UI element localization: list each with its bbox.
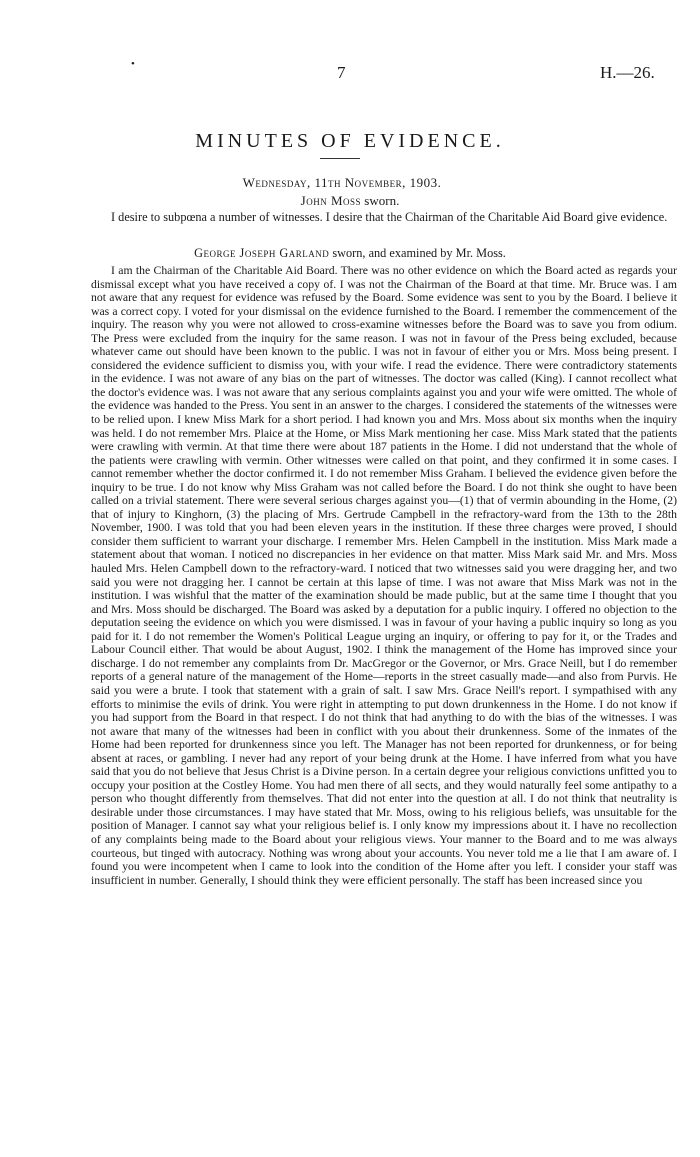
opening-statement: I desire to subpœna a number of witnesses. I desire that the Chairman of the Charitable Aid Board give evidence. bbox=[111, 210, 668, 224]
witness-status: sworn. bbox=[361, 193, 400, 208]
document-title: MINUTES OF EVIDENCE. bbox=[195, 130, 505, 152]
stray-mark: • bbox=[131, 58, 135, 70]
witness-sworn-line bbox=[0, 193, 700, 209]
examination-heading bbox=[0, 246, 700, 261]
page-number: 7 bbox=[337, 63, 346, 82]
session-date: Wednesday, 11th November, 1903. bbox=[242, 175, 442, 190]
testimony-paragraph: I am the Chairman of the Charitable Aid Board. There was no other evidence on which the Board acted as regards your dismissal except what you have received a copy of. I was not the Chairman of the Board at that time. Mr. Bruce was. I am not aware that any request for evidence was refused by the Board. Some evidence was sent to you by the Board. I believe it was a correct copy. I voted for your dismissal on the evidence furnished to the Board. I remember the commencement of the inquiry. The reason why you were not allowed to cross-examine witnesses before the Board was to save you from odium. The Press were excluded from the inquiry for the same reason. I was not in favour of the Press being excluded, because whatever came out should have been known to the public. I was not in favour of either you or Mrs. Moss being present. I considered the evidence sufficient to dismiss you, with your wife. I read the evidence. There were contradictory statements in the evidence. I was not aware of any bias on the part of witnesses. The doctor was called (King). I cannot recollect what the doctor's evidence was. I was not aware that any serious complaints against you and your wife were omitted. The whole of the evidence was handed to the Press. You sent in an answer to the charges. I considered the statements of the witnesses were to be relied upon. I knew Miss Mark for a short period. I had known you and Mrs. Moss about six months when the inquiry was held. I do not remember Mrs. Plaice at the Home, or Miss Mark mentioning her case. Miss Mark stated that the patients were crawling with vermin. At that time there were about 187 patients in the Home. I did not understand that the whole of the patients were crawling with vermin. Other witnesses were called on that point, and they confirmed it in some cases. I cannot remember whether the doctor confirmed it. I do not remember Miss Graham. I believed the evidence given before the inquiry to be true. I do not know why Miss Graham was not called before the Board. I do not think she ought to have been called on a trivial statement. There were several serious charges against you—(1) that of vermin abounding in the Home, (2) that of injury to Kinghorn, (3) the placing of Mrs. Gertrude Campbell in the refractory-ward from the 13th to the 28th November, 1900. I was told that you had been eleven years in the institution. If these three charges were proved, I should consider them sufficient to warrant your discharge. I remember Mrs. Helen Campbell in the institution. Miss Mark made a statement about that woman. I noticed no discrepancies in her evidence on that matter. Miss Mark said Mr. and Mrs. Moss hauled Mrs. Helen Campbell down to the refractory-ward. I noticed that two witnesses said you were dragging her, and two said you were not dragging her. I cannot be certain at this lapse of time. I was not aware that Miss Mark was not in the institution. I was wishful that the matter of the examination should be made public, but at the same time I thought that you and Mrs. Moss should be discharged. The Board was asked by a deputation for a public inquiry. I offered no objection to the deputation seeing the evidence on which you were dismissed. I was in favour of your having a public inquiry so long as you paid for it. I do not remember the Women's Political League urging an inquiry, or offering to pay for it, or the Trades and Labour Council either. That would be about August, 1902. I think the management of the Home has improved since your discharge. I do not remember any complaints from Dr. MacGregor or the Governor, or Mrs. Grace Neill, but I do remember reports of a general nature of the management of the Home—reports in the street casually made—and also from Purvis. He said you were a brute. I took that statement with a grain of salt. I saw Mrs. Grace Neill's report. I sympathised with any efforts to minimise the evils of drink. You were right in attempting to put down drunkenness in the Home. I do not know if you had support from the Board in that respect. I do not think that had anything to do with the bias of the witnesses. I was not aware that many of the witnesses had been in conflict with you about their drunkenness. Some of the inmates of the Home had been reported for drunkenness since you left. The Manager has not been reported for drunkenness, or for being absent at races, or gambling. I never had any report of your being drunk at the Home. I have inferred from what you have said that you do not believe that Jesus Christ is a Divine person. In a certain degree your religious convictions unfitted you to occupy your position at the Costley Home. You had men there of all sects, and they would naturally feel some antipathy to a person who thought differently from themselves. That did not enter into the question at all. I do not think that neutrality is desirable under those circumstances. I may have stated that Mr. Moss, owing to his religious beliefs, was unsuitable for the position of Manager. I cannot say what your religious belief is. I only know my impressions about it. I have no recollection of any complaints being made to the Board about your religious views. Your manner to the Board and to me was always courteous, but tinged with autocracy. Nothing was wrong about your accounts. You never told me a lie that I am aware of. I found you were incompetent when I came to look into the condition of the Home after you left. I consider your staff was insufficient in number. Generally, I should think they were efficient personally. The staff has been increased since you bbox=[91, 264, 677, 887]
examined-witness-name: George Joseph Garland bbox=[194, 246, 330, 260]
report-reference: H.—26. bbox=[600, 63, 655, 82]
title-divider bbox=[320, 158, 360, 159]
witness-name: John Moss bbox=[300, 193, 362, 208]
examination-status: sworn, and examined by Mr. Moss. bbox=[329, 246, 506, 260]
